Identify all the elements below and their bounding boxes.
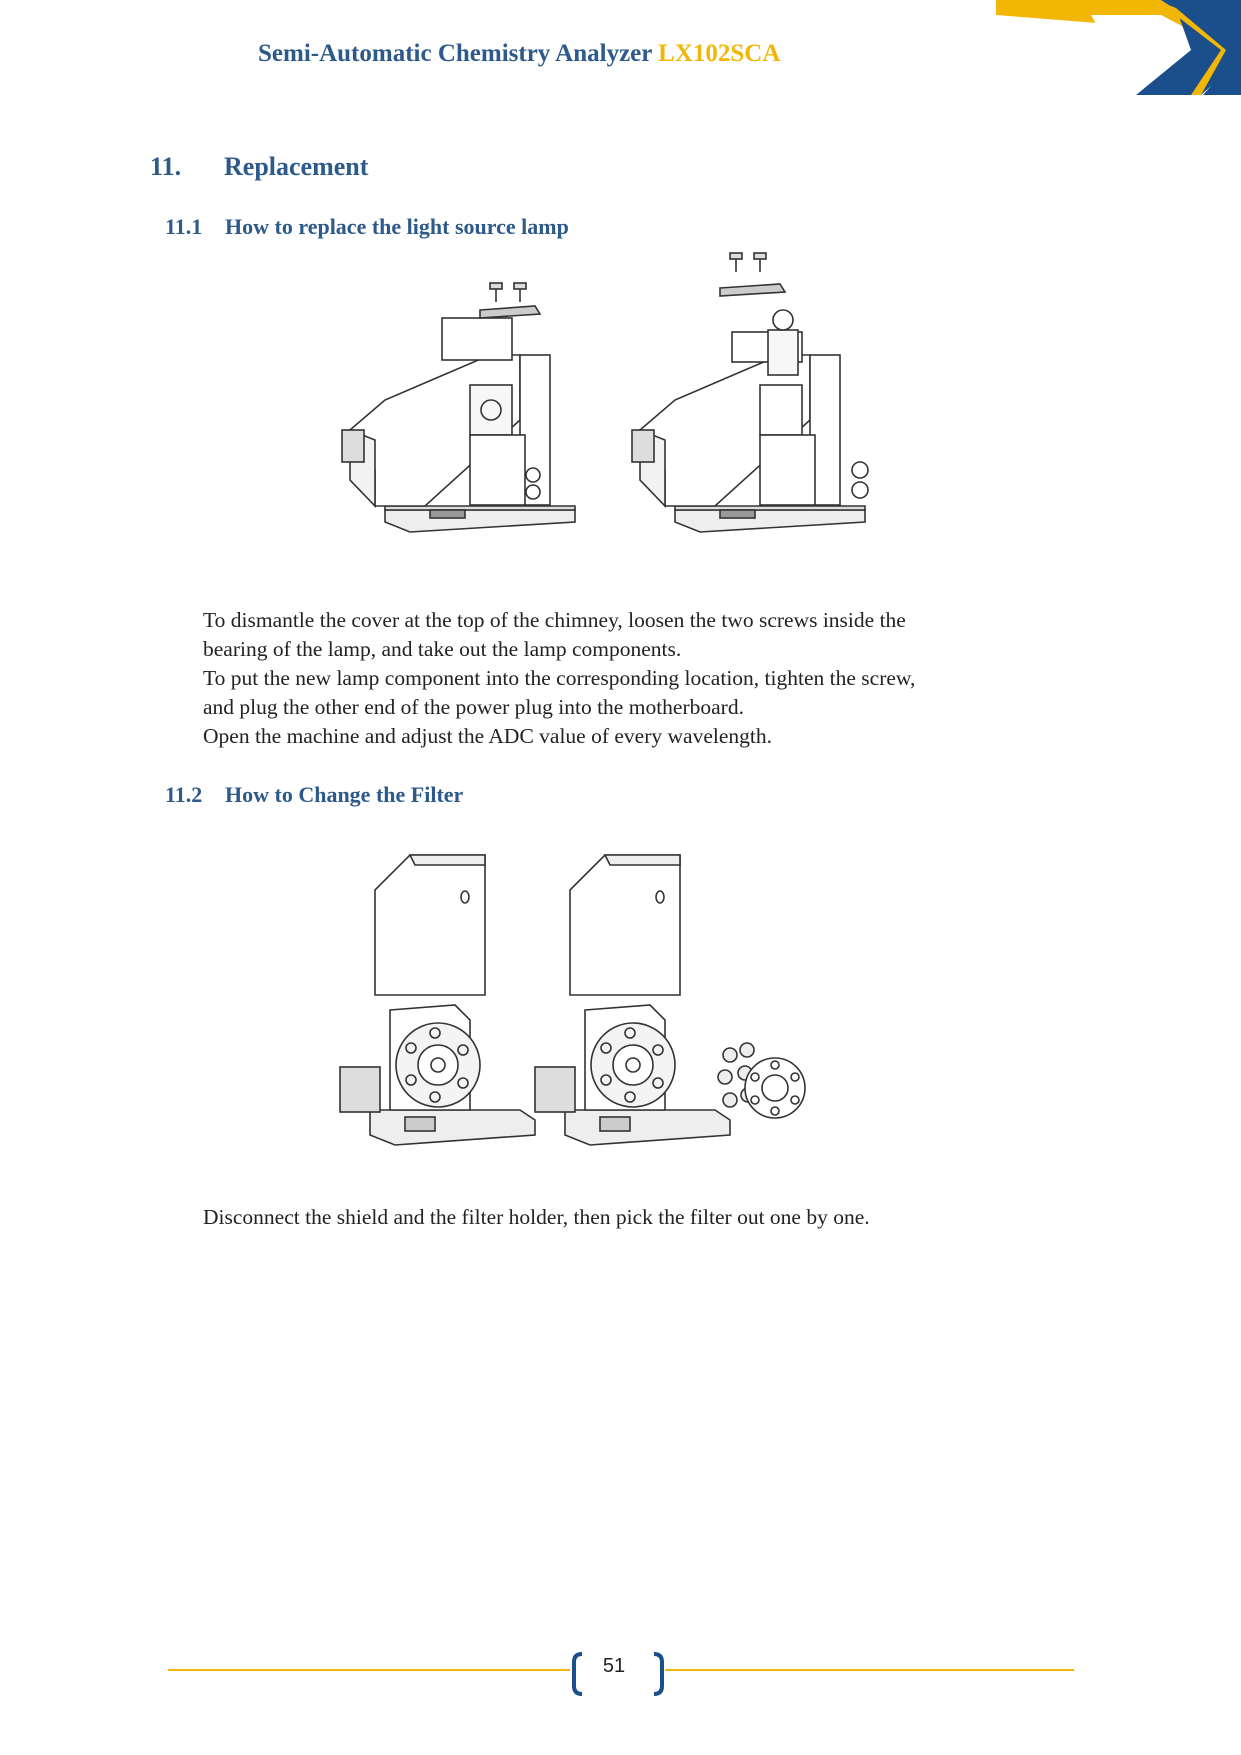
page-number-bracket-right [652,1652,666,1696]
filter-assembly-right [535,1005,730,1145]
lamp-instruction-line-1: To dismantle the cover at the top of the chimney, loosen the two screws inside the [203,608,906,632]
lamp-instruction-line-4: and plug the other end of the power plug into the motherboard. [203,695,744,719]
filter-instruction-line-1: Disconnect the shield and the filter holder, then pick the filter out one by one. [203,1205,870,1229]
lamp-instruction-line-3: To put the new lamp component into the corresponding location, tighten the screw, [203,666,916,690]
footer-line-left [168,1669,570,1671]
filter-change-illustration [335,845,805,1165]
subsection-heading-1 [165,214,569,240]
header-model: LX102SCA [658,40,781,67]
subsection-heading-2 [165,782,463,808]
lamp-assembly-removed [632,310,868,532]
screw-icon-pair-left [480,283,540,318]
loose-filters [718,1043,805,1118]
lamp-replacement-illustration [330,270,920,550]
document-header-title [258,40,780,68]
section-title: Replacement [224,152,369,181]
filter-shield-right [570,855,680,995]
section-number: 11. [150,152,182,181]
subsection-title-1: How to replace the light source lamp [225,214,569,239]
lamp-assembly-installed [342,318,575,532]
filter-instructions [203,1203,1103,1232]
filter-assembly-left [340,1005,535,1145]
header-product-name: Semi-Automatic Chemistry Analyzer [258,40,652,67]
footer-line-right [665,1669,1074,1671]
lamp-instruction-line-5: Open the machine and adjust the ADC value of every wavelength. [203,724,772,748]
screw-icon-pair-right [720,253,785,296]
filter-shield-left [375,855,485,995]
page-number: 51 [602,1655,626,1677]
lamp-instructions [203,606,1103,751]
lamp-instruction-line-2: bearing of the lamp, and take out the lamp components. [203,637,682,661]
subsection-number-1: 11.1 [165,214,203,239]
page-number-bracket-left [570,1652,584,1696]
section-heading [150,152,368,182]
subsection-number-2: 11.2 [165,782,203,807]
subsection-title-2: How to Change the Filter [225,782,464,807]
header-corner-decoration [721,0,1241,100]
